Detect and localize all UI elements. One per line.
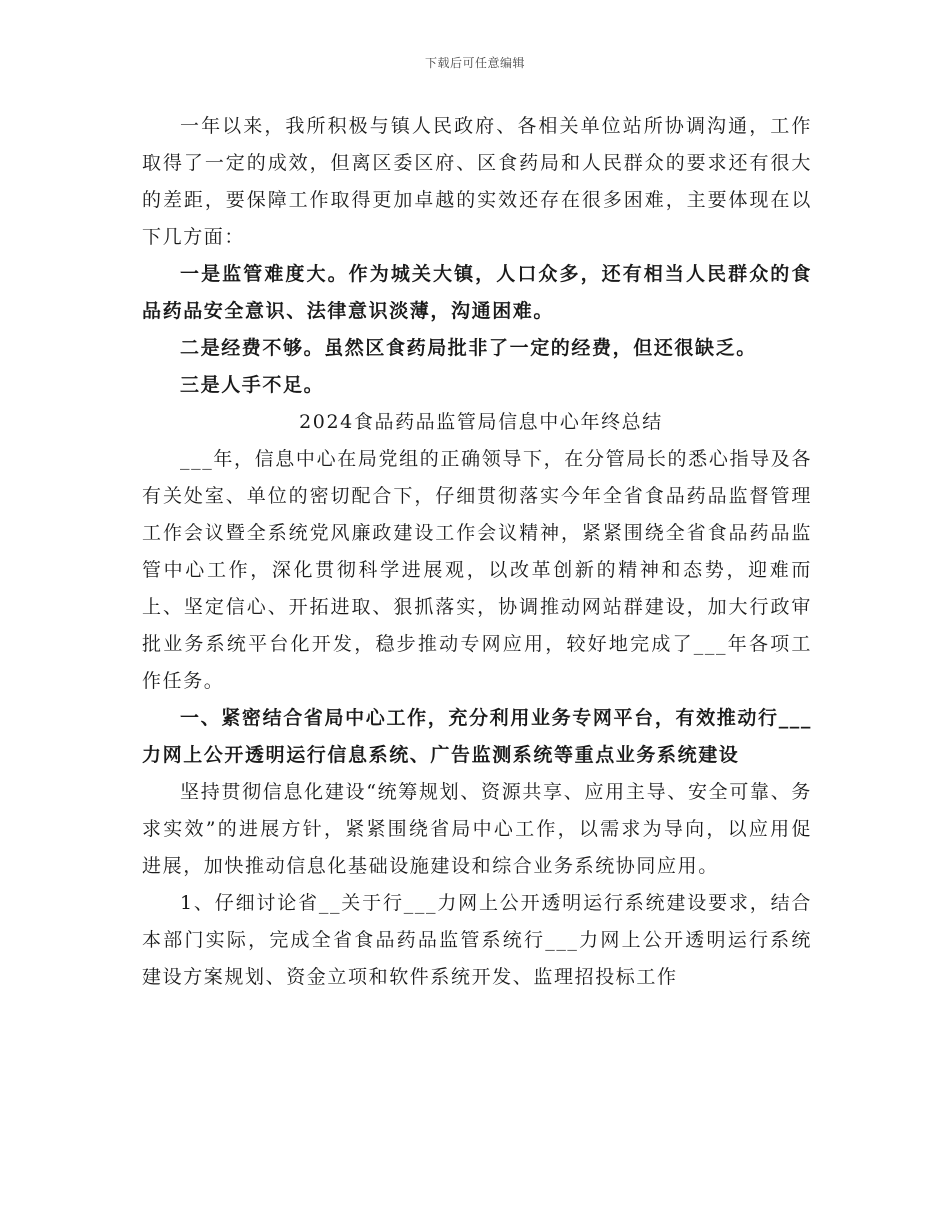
section-heading-one: 一、紧密结合省局中心工作，充分利用业务专网平台，有效推动行___力网上公开透明运行信息系统、广告监测系统等重点业务系统建设 <box>142 707 812 766</box>
paragraph-issue-three: 三是人手不足。 <box>180 374 325 396</box>
page-header: 下载后可任意编辑 <box>424 56 525 70</box>
document-body <box>142 108 812 996</box>
paragraph-item-one: 1、仔细讨论省__关于行___力网上公开透明运行系统建设要求，结合本部门实际，完成全省食品药品监管系统行___力网上公开透明运行系统建设方案规划、资金立项和软件系统开发、监理招投标工作 <box>142 892 812 988</box>
paragraph-issue-two: 二是经费不够。虽然区食药局批非了一定的经费，但还很缺乏。 <box>180 337 757 359</box>
paragraph-issue-one: 一是监管难度大。作为城关大镇，人口众多，还有相当人民群众的食品药品安全意识、法律意识淡薄，沟通困难。 <box>142 263 812 322</box>
paragraph-summary: ___年，信息中心在局党组的正确领导下，在分管局长的悉心指导及各有关处室、单位的密切配合下，仔细贯彻落实今年全省食品药品监督管理工作会议暨全系统党风廉政建设工作会议精神，紧紧围绕全省食品药品监管中心工作，深化贯彻科学进展观，以改革创新的精神和态势，迎难而上、坚定信心、开拓进取、狠抓落实，协调推动网站群建设，加大行政审批业务系统平台化开发，稳步推动专网应用，较好地完成了___年各项工作任务。 <box>142 448 812 692</box>
paragraph-intro: 一年以来，我所积极与镇人民政府、各相关单位站所协调沟通，工作取得了一定的成效，但离区委区府、区食药局和人民群众的要求还有很大的差距，要保障工作取得更加卓越的实效还存在很多困难，主要体现在以下几方面： <box>142 115 812 248</box>
document-title: 2024食品药品监管局信息中心年终总结 <box>299 411 663 433</box>
paragraph-policy: 坚持贯彻信息化建设“统筹规划、资源共享、应用主导、安全可靠、务求实效”的进展方针，紧紧围绕省局中心工作，以需求为导向，以应用促进展，加快推动信息化基础设施建设和综合业务系统协同应用。 <box>142 781 812 877</box>
